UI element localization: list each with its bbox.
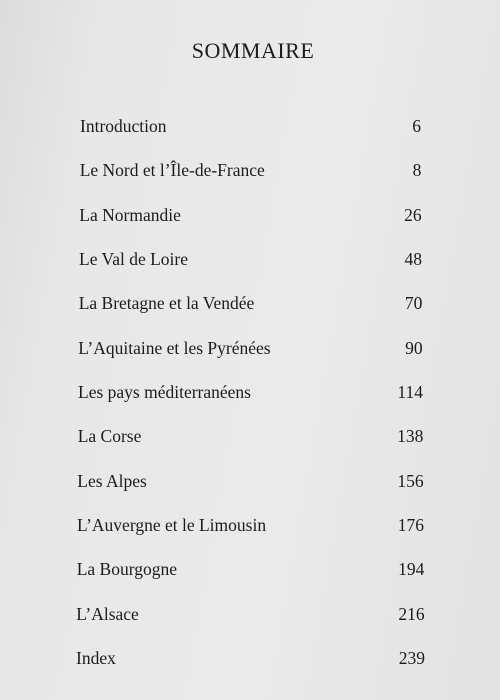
toc-entry-alpes [77, 469, 423, 493]
toc-entry-label: La Bourgogne [76, 559, 177, 580]
toc-entry-bretagne [79, 291, 423, 315]
toc-entry-label: Le Val de Loire [79, 249, 189, 269]
toc-entry-auvergne [77, 513, 424, 537]
toc-entry-label: Le Nord et l’Île-de-France [79, 160, 265, 181]
toc-entry-label: Introduction [80, 116, 167, 136]
toc-entry-aquitaine [78, 336, 422, 360]
toc-entry-label: Index [76, 648, 116, 668]
toc-entry-label: L’Aquitaine et les Pyrénées [78, 337, 271, 358]
toc-entry-label: La Bretagne et la Vendée [78, 293, 255, 314]
toc-entry-alsace [76, 602, 424, 626]
toc-entry-page: 239 [398, 648, 425, 668]
toc-entry-bourgogne [77, 557, 425, 581]
toc-entry-val-de-loire [79, 247, 422, 271]
toc-entry-page: 6 [412, 116, 421, 136]
toc-entry-index [76, 646, 425, 670]
toc-entry-nord [80, 158, 422, 182]
toc-entry-page: 114 [397, 382, 423, 402]
toc-entry-page: 90 [405, 337, 423, 358]
toc-entry-introduction [80, 114, 421, 138]
toc-entry-page: 156 [397, 470, 424, 491]
page-title: SOMMAIRE [191, 38, 315, 63]
toc-entry-label: La Corse [77, 426, 142, 447]
toc-entry-page: 216 [398, 603, 425, 624]
toc-entry-label: La Normandie [79, 204, 181, 225]
toc-entry-label: L’Auvergne et le Limousin [77, 515, 267, 535]
toc-entry-page: 176 [397, 515, 424, 535]
toc-entry-page: 26 [404, 204, 422, 225]
toc-entry-normandie [79, 203, 421, 227]
toc-entry-label: Les pays méditerranéens [78, 382, 251, 402]
toc-entry-label: L’Alsace [76, 603, 139, 624]
toc-entry-page: 138 [397, 426, 424, 447]
toc-entry-corse [78, 424, 424, 448]
toc-entry-page: 194 [398, 559, 425, 580]
toc-entry-mediterraneens [78, 380, 423, 404]
toc-entry-label: Les Alpes [77, 470, 147, 491]
toc-entry-page: 8 [412, 160, 422, 181]
toc-entry-page: 70 [404, 293, 423, 314]
toc-entry-page: 48 [404, 249, 422, 269]
